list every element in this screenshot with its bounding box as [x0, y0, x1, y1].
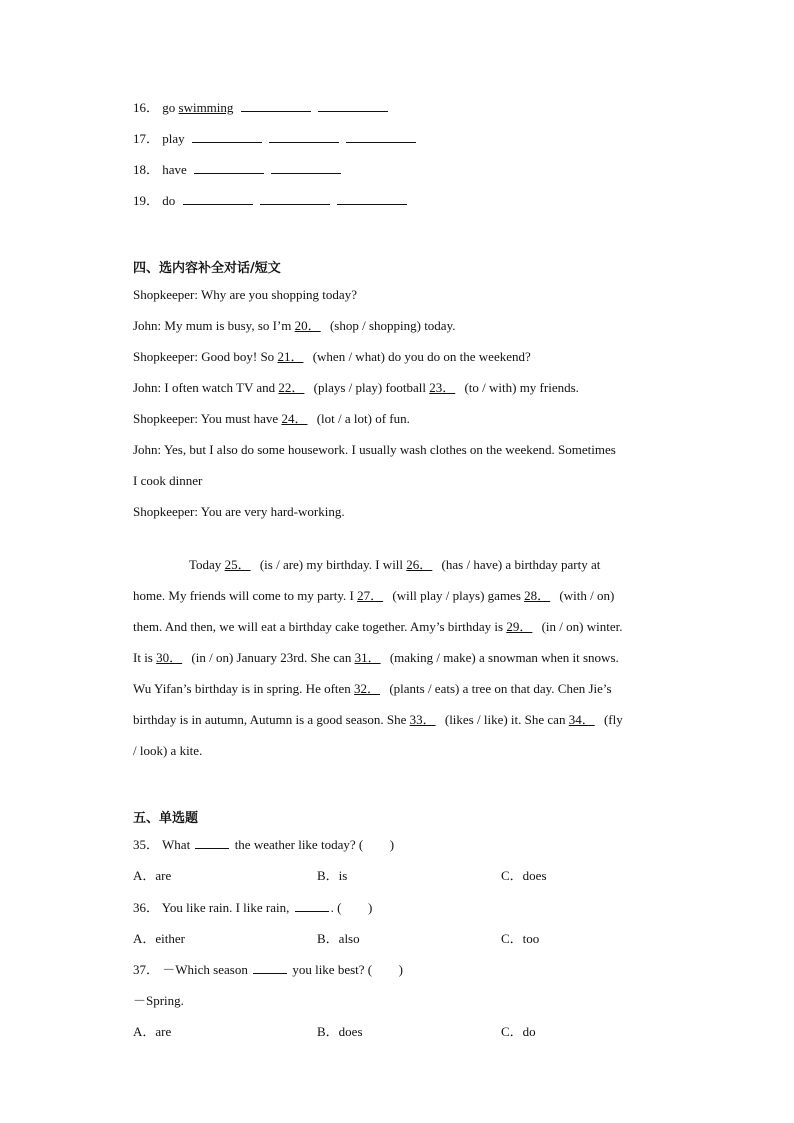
passage-text: (making / make) a snowman when it snows.: [389, 650, 619, 665]
passage-text: It is: [133, 650, 153, 665]
dialogue-text: I often watch TV and: [164, 380, 276, 395]
close-paren: ): [389, 837, 395, 852]
blank-number[interactable]: 22．: [278, 380, 305, 395]
option-c[interactable]: C．do: [501, 1024, 536, 1039]
passage-text: birthday is in autumn, Autumn is a good season. She: [133, 712, 407, 727]
dialogue-text: (to / with) my friends.: [464, 380, 579, 395]
blank-number[interactable]: 32．: [354, 681, 381, 696]
blank-number[interactable]: 33．: [409, 712, 436, 727]
speaker: John:: [133, 442, 162, 457]
speaker: John:: [133, 318, 162, 333]
blank-number[interactable]: 23．: [429, 380, 456, 395]
question-stem: . (: [330, 900, 342, 915]
answer-blank[interactable]: [295, 899, 329, 912]
section-4-title: 四、选内容补全对话/短文: [133, 261, 281, 276]
passage-line-5: [133, 680, 612, 698]
dialogue-text: (lot / a lot) of fun.: [316, 411, 410, 426]
answer-blank[interactable]: [183, 192, 253, 205]
passage-text: Today: [189, 557, 222, 572]
blank-number[interactable]: 34．: [568, 712, 595, 727]
option-a[interactable]: A．either: [133, 931, 185, 946]
dialogue-text: You are very hard-working.: [200, 504, 345, 519]
question-stem: the weather like today? (: [234, 837, 364, 852]
option-c[interactable]: C．does: [501, 868, 547, 883]
question-36: [133, 899, 372, 917]
question-word: do: [162, 193, 176, 208]
dialogue-text: My mum is busy, so I’m: [164, 318, 292, 333]
dialogue-text: Why are you shopping today?: [201, 287, 357, 302]
question-stem: You like rain. I like rain,: [161, 900, 290, 915]
answer-blank[interactable]: [269, 130, 339, 143]
option-b[interactable]: B．also: [317, 931, 360, 946]
option-c[interactable]: C．too: [501, 931, 540, 946]
blank-number[interactable]: 26．: [406, 557, 433, 572]
passage-text: (will play / plays) games: [392, 588, 521, 603]
passage-line-1: [189, 556, 600, 574]
passage-text: home. My friends will come to my party. I: [133, 588, 354, 603]
passage-text: (has / have) a birthday party at: [441, 557, 601, 572]
blank-number[interactable]: 27．: [357, 588, 384, 603]
blank-number[interactable]: 28．: [524, 588, 551, 603]
question-18: [133, 161, 341, 179]
passage-text: (is / are) my birthday. I will: [259, 557, 404, 572]
question-number: 36．: [133, 900, 160, 915]
answer-blank[interactable]: [241, 99, 311, 112]
answer-blank[interactable]: [253, 961, 287, 974]
dialogue-line-7: [133, 472, 202, 490]
dialogue-line-6: [133, 441, 616, 459]
question-number: 19．: [133, 193, 160, 208]
blank-number[interactable]: 24．: [281, 411, 308, 426]
passage-text: (in / on) January 23rd. She can: [191, 650, 352, 665]
passage-text: (with / on): [559, 588, 615, 603]
dialogue-line-4: [133, 379, 579, 397]
option-a[interactable]: A．are: [133, 868, 172, 883]
passage-line-3: [133, 618, 622, 636]
blank-number[interactable]: 30．: [156, 650, 183, 665]
passage-text: Wu Yifan’s birthday is in spring. He often: [133, 681, 351, 696]
answer-blank[interactable]: [337, 192, 407, 205]
dialogue-text: You must have: [200, 411, 279, 426]
answer-blank[interactable]: [195, 836, 229, 849]
dialogue-line-2: [133, 317, 455, 335]
answer-blank[interactable]: [346, 130, 416, 143]
answer-blank[interactable]: [260, 192, 330, 205]
passage-text: (plants / eats) a tree on that day. Chen Jie’s: [389, 681, 612, 696]
dialogue-text: (when / what) do you do on the weekend?: [312, 349, 531, 364]
passage-line-7: [133, 742, 202, 760]
passage-line-4: [133, 649, 619, 667]
question-stem: you like best? (: [292, 962, 373, 977]
blank-number[interactable]: 29．: [506, 619, 533, 634]
question-number: 37．: [133, 962, 160, 977]
blank-number[interactable]: 25．: [224, 557, 251, 572]
speaker: Shopkeeper:: [133, 411, 198, 426]
question-number: 16．: [133, 100, 160, 115]
section-5-title: 五、单选题: [133, 811, 199, 826]
speaker: Shopkeeper:: [133, 504, 198, 519]
question-16: [133, 99, 388, 117]
question-number: 35．: [133, 837, 160, 852]
question-word: play: [162, 131, 185, 146]
speaker: Shopkeeper:: [133, 349, 198, 364]
question-19: [133, 192, 407, 210]
question-37-reply: －Spring.: [133, 993, 184, 1008]
dialogue-line-5: [133, 410, 410, 428]
answer-blank[interactable]: [194, 161, 264, 174]
dialogue-line-8: [133, 503, 345, 521]
passage-line-2: [133, 587, 614, 605]
dialogue-text: (shop / shopping) today.: [329, 318, 456, 333]
dialogue-text: Yes, but I also do some housework. I usually wash clothes on the weekend. Sometimes: [163, 442, 616, 457]
close-paren: ): [367, 900, 373, 915]
passage-text: (in / on) winter.: [541, 619, 623, 634]
question-stem: －Which season: [162, 962, 248, 977]
answer-blank[interactable]: [271, 161, 341, 174]
answer-blank[interactable]: [192, 130, 262, 143]
dialogue-text: (plays / play) football: [313, 380, 426, 395]
answer-blank[interactable]: [318, 99, 388, 112]
blank-number[interactable]: 31．: [354, 650, 381, 665]
question-number: 17．: [133, 131, 160, 146]
dialogue-line-1: [133, 286, 357, 304]
question-17: [133, 130, 416, 148]
passage-text: them. And then, we will eat a birthday cake together. Amy’s birthday is: [133, 619, 504, 634]
speaker: John:: [133, 380, 162, 395]
dialogue-text: I cook dinner: [133, 473, 203, 488]
question-number: 18．: [133, 162, 160, 177]
passage-text: (likes / like) it. She can: [444, 712, 566, 727]
question-stem: What: [162, 837, 191, 852]
passage-text: / look) a kite.: [133, 743, 203, 758]
question-word: go: [162, 100, 176, 115]
question-word: have: [162, 162, 187, 177]
close-paren: ): [398, 962, 403, 977]
dialogue-text: Good boy! So: [201, 349, 275, 364]
blank-number[interactable]: 20．: [294, 318, 321, 333]
option-b[interactable]: B．does: [317, 1024, 363, 1039]
blank-number[interactable]: 21．: [277, 349, 304, 364]
passage-text: (fly: [603, 712, 623, 727]
question-37: [133, 961, 403, 979]
option-b[interactable]: B．is: [317, 868, 348, 883]
question-35: [133, 836, 394, 854]
dialogue-line-3: [133, 348, 531, 366]
passage-line-6: [133, 711, 623, 729]
question-object: swimming: [178, 100, 234, 115]
option-a[interactable]: A．are: [133, 1024, 172, 1039]
speaker: Shopkeeper:: [133, 287, 198, 302]
